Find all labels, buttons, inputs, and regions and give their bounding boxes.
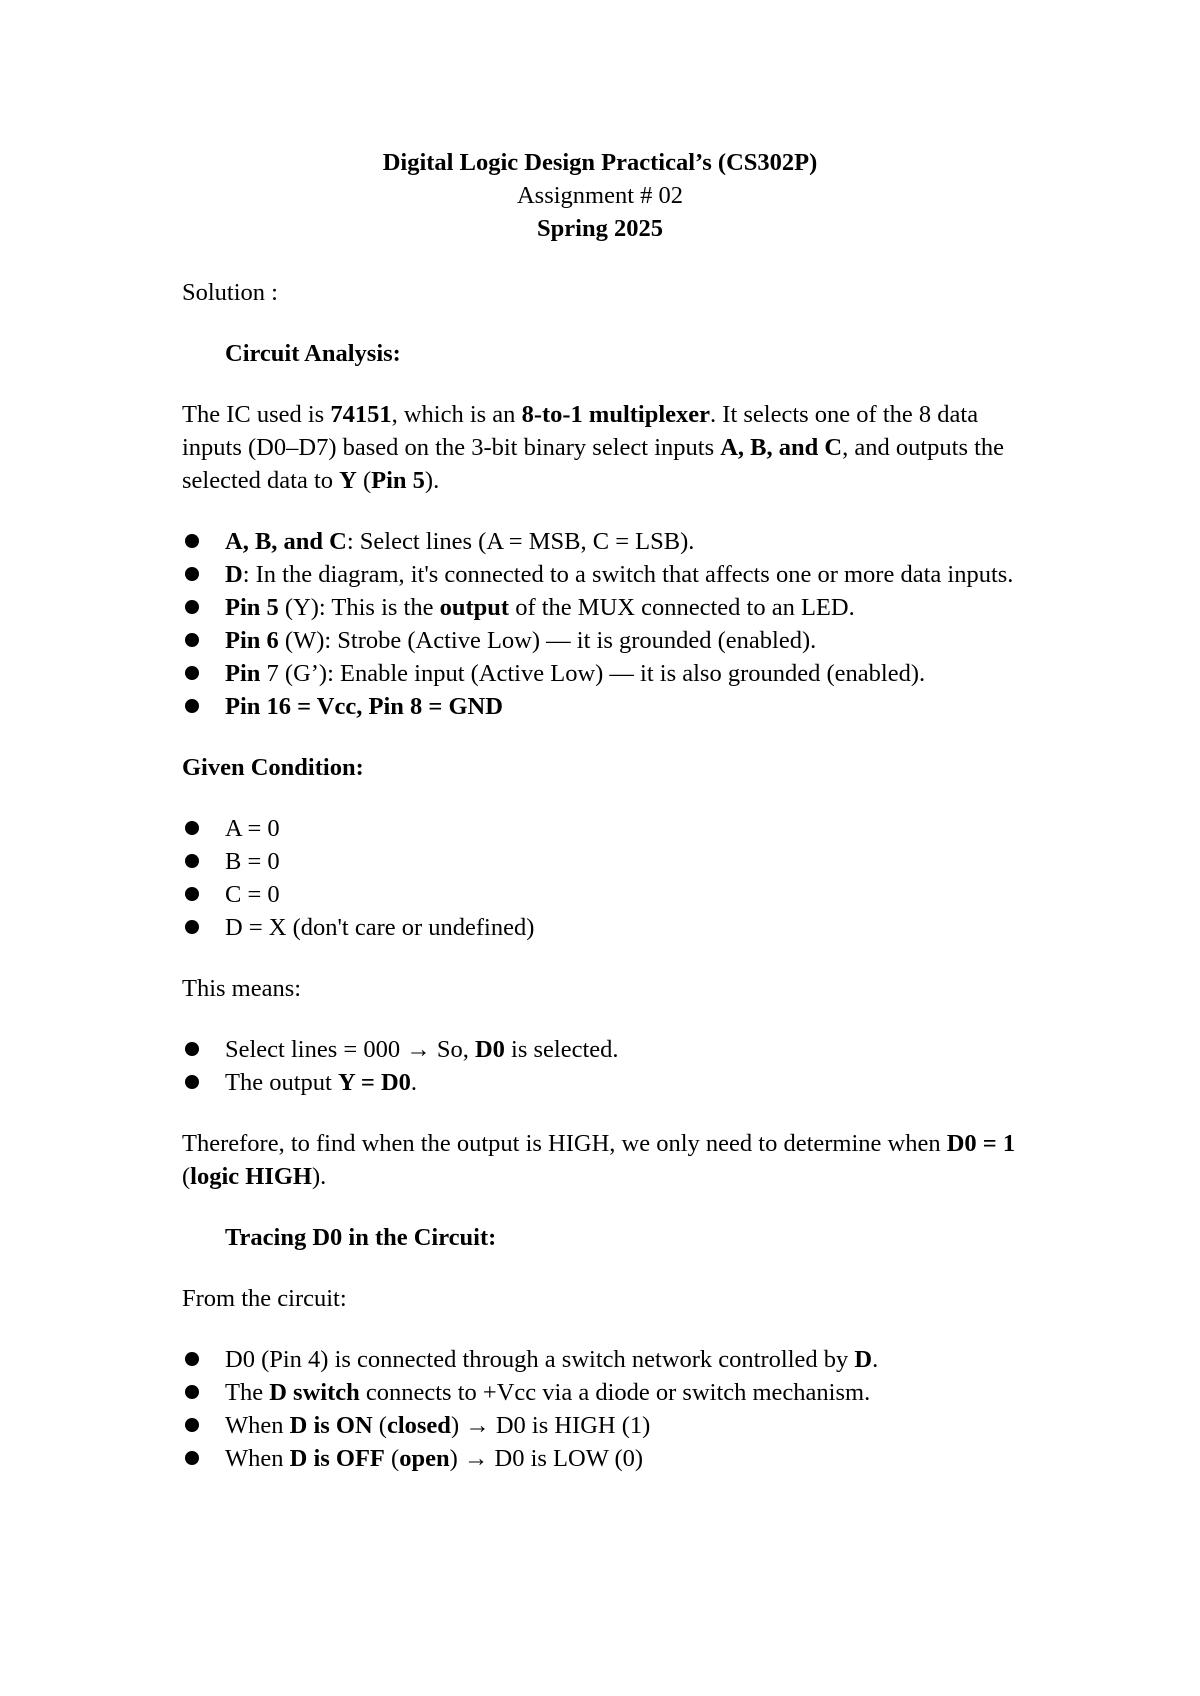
list-item: D0 (Pin 4) is connected through a switch network controlled by D. — [182, 1343, 1022, 1376]
tracing-heading: Tracing D0 in the Circuit: — [225, 1224, 497, 1251]
list-item: Pin 6 (W): Strobe (Active Low) — it is grounded (enabled). — [182, 624, 1022, 657]
list-item: Pin 7 (G’): Enable input (Active Low) — it is also grounded (enabled). — [182, 657, 1022, 690]
circuit-intro-paragraph: The IC used is 74151, which is an 8-to-1 multiplexer. It selects one of the 8 data inputs (D0–D7) based on the 3-bit binary select inputs A, B, and C, and outputs the selected data to Y (Pin 5). — [182, 401, 1005, 494]
list-item: Select lines = 000 → So, D0 is selected. — [182, 1033, 1022, 1066]
list-item: A = 0 — [182, 812, 1022, 845]
list-item: The output Y = D0. — [182, 1066, 1022, 1099]
document-body — [182, 276, 1022, 1475]
list-item: The D switch connects to +Vcc via a diode or switch mechanism. — [182, 1376, 1022, 1409]
list-item: D: In the diagram, it's connected to a switch that affects one or more data inputs. — [182, 558, 1022, 591]
this-means-label: This means: — [182, 975, 302, 1002]
tracing-list — [182, 1343, 1022, 1475]
list-item: A, B, and C: Select lines (A = MSB, C = LSB). — [182, 525, 1022, 558]
term-label: Spring 2025 — [537, 215, 663, 242]
list-item: C = 0 — [182, 878, 1022, 911]
list-item: Pin 5 (Y): This is the output of the MUX connected to an LED. — [182, 591, 1022, 624]
given-condition-heading: Given Condition: — [182, 754, 364, 781]
title-block — [0, 146, 1200, 245]
list-item: Pin 16 = Vcc, Pin 8 = GND — [182, 690, 1022, 723]
therefore-paragraph: Therefore, to find when the output is HIGH, we only need to determine when D0 = 1 (logic HIGH). — [182, 1130, 1016, 1190]
circuit-analysis-heading: Circuit Analysis: — [225, 340, 401, 367]
solution-label: Solution : — [182, 279, 278, 306]
from-circuit-label: From the circuit: — [182, 1285, 347, 1312]
list-item: B = 0 — [182, 845, 1022, 878]
pin-description-list — [182, 525, 1022, 723]
list-item: When D is OFF (open) → D0 is LOW (0) — [182, 1442, 1022, 1475]
list-item: When D is ON (closed) → D0 is HIGH (1) — [182, 1409, 1022, 1442]
this-means-list — [182, 1033, 1022, 1099]
document-title: Digital Logic Design Practical’s (CS302P) — [382, 149, 818, 176]
list-item: D = X (don't care or undefined) — [182, 911, 1022, 944]
given-condition-list — [182, 812, 1022, 944]
assignment-number: Assignment # 02 — [516, 182, 684, 209]
